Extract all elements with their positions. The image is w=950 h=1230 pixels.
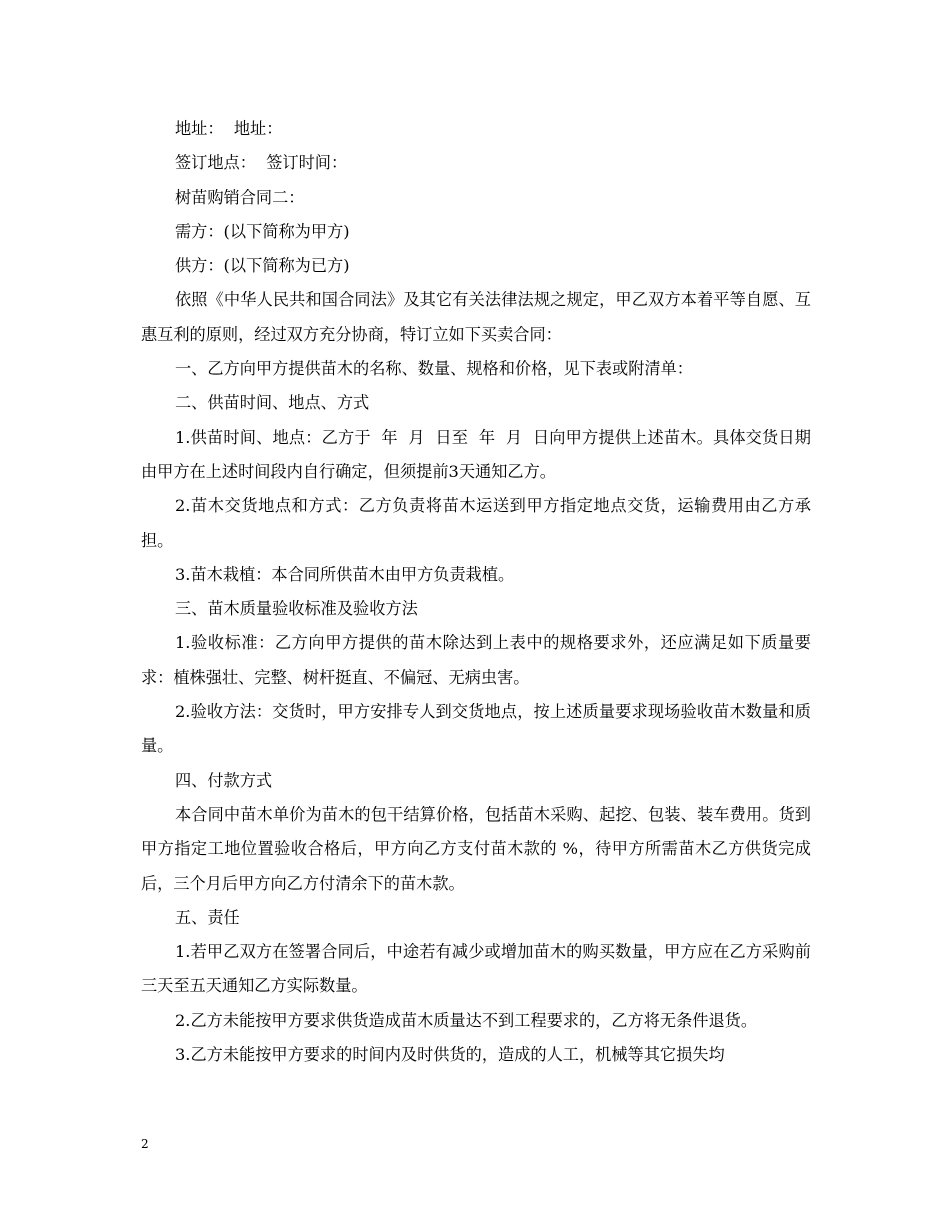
section-2-item-2: 2.苗木交货地点和方式：乙方负责将苗木运送到甲方指定地点交货，运输费用由乙方承担。: [141, 496, 811, 550]
document-body: [141, 112, 811, 1072]
paragraph-contract-title: 树苗购销合同二：: [175, 187, 305, 207]
section-3-heading: 三、苗木质量验收标准及验收方法: [175, 599, 418, 619]
page-number: 2: [141, 1137, 149, 1151]
paragraph-buyer: 需方：(以下简称为甲方): [175, 221, 350, 241]
section-2-item-3: 3.苗木栽植：本合同所供苗木由甲方负责栽植。: [175, 564, 515, 584]
section-2-heading: 二、供苗时间、地点、方式: [175, 393, 370, 413]
paragraph-preamble: 依照《中华人民共和国合同法》及其它有关法律法规之规定，甲乙双方本着平等自愿、互惠互利的原则，经过双方充分协商，特订立如下买卖合同：: [141, 290, 811, 344]
section-5-item-3: 3.乙方未能按甲方要求的时间内及时供货的，造成的人工，机械等其它损失均: [175, 1045, 725, 1065]
section-5-heading: 五、责任: [175, 907, 240, 927]
section-3-item-2: 2.验收方法：交货时，甲方安排专人到交货地点，按上述质量要求现场验收苗木数量和质量。: [141, 702, 811, 756]
section-5-item-1: 1.若甲乙双方在签署合同后，中途若有减少或增加苗木的购买数量，甲方应在乙方采购前三天至五天通知乙方实际数量。: [141, 942, 811, 996]
section-2-item-1: 1.供苗时间、地点：乙方于 年 月 日至 年 月 日向甲方提供上述苗木。具体交货日期由甲方在上述时间段内自行确定，但须提前3天通知乙方。: [141, 427, 811, 481]
section-1-heading: 一、乙方向甲方提供苗木的名称、数量、规格和价格，见下表或附清单：: [175, 359, 693, 379]
paragraph-signing-place-time: 签订地点： 签订时间：: [175, 153, 348, 173]
section-4-body: 本合同中苗木单价为苗木的包干结算价格，包括苗木采购、起挖、包装、装车费用。货到甲方指定工地位置验收合格后，甲方向乙方支付苗木款的 %，待甲方所需苗木乙方供货完成后，三个月后甲方向乙方付清余下的苗木款。: [141, 804, 811, 893]
paragraph-supplier: 供方：(以下简称为已方): [175, 256, 350, 276]
section-3-item-1: 1.验收标准：乙方向甲方提供的苗木除达到上表中的规格要求外，还应满足如下质量要求：植株强壮、完整、树杆挺直、不偏冠、无病虫害。: [141, 633, 811, 687]
section-4-heading: 四、付款方式: [175, 770, 273, 790]
section-5-item-2: 2.乙方未能按甲方要求供货造成苗木质量达不到工程要求的，乙方将无条件退货。: [175, 1010, 758, 1030]
paragraph-address: 地址： 地址：: [175, 119, 283, 138]
